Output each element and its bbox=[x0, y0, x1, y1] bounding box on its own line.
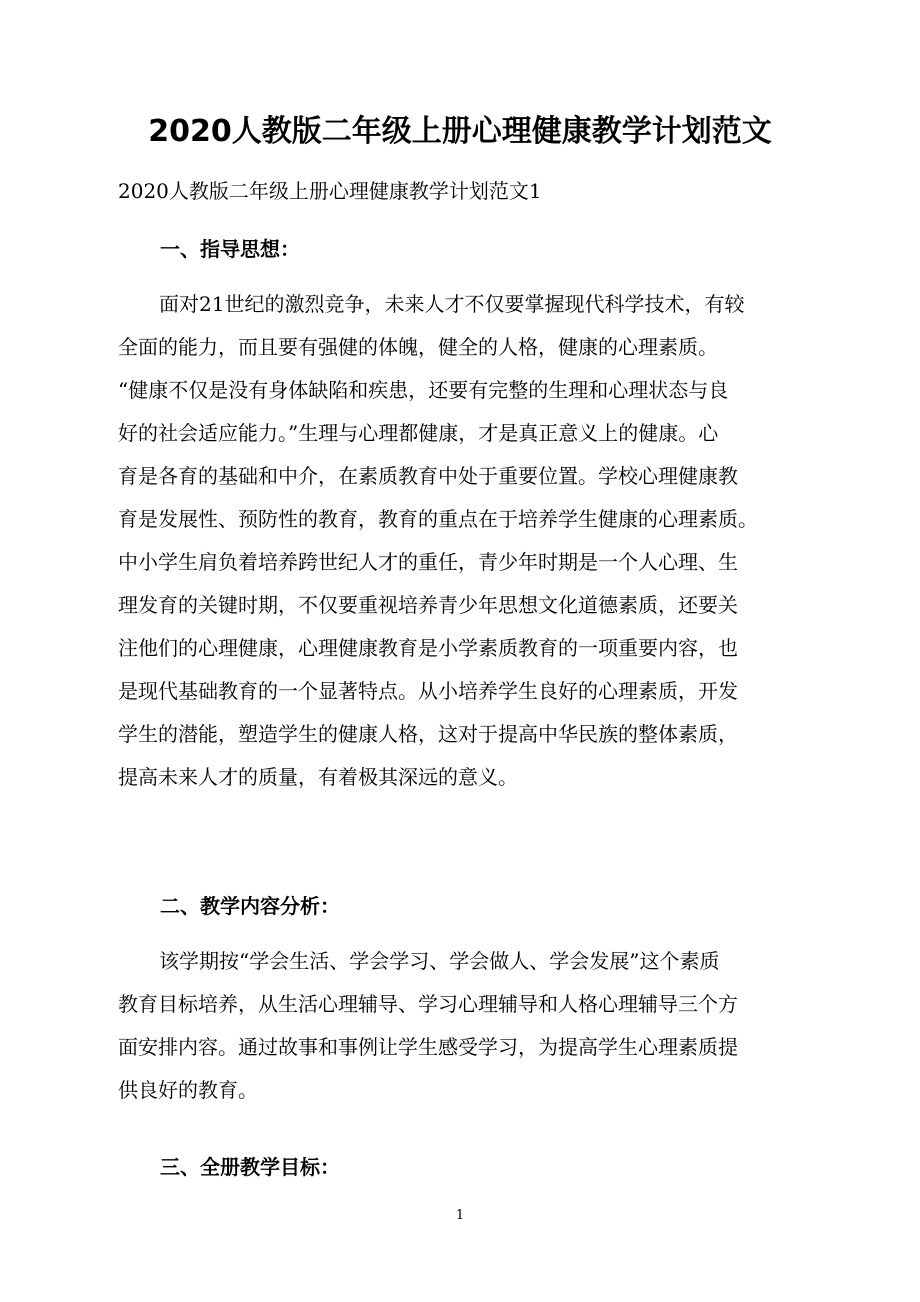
section-heading-content-analysis: 二、教学内容分析： bbox=[160, 894, 340, 918]
paragraph-line: “健康不仅是没有身体缺陷和疾患，还要有完整的生理和心理状态与良 bbox=[118, 378, 729, 402]
paragraph-line: 供良好的教育。 bbox=[118, 1078, 258, 1102]
paragraph-line: 理发育的关键时期，不仅要重视培养青少年思想文化道德素质，还要关 bbox=[118, 593, 738, 617]
paragraph-line: 教育目标培养，从生活心理辅导、学习心理辅导和人格心理辅导三个方 bbox=[118, 992, 738, 1016]
paragraph-line: 该学期按“学会生活、学会学习、学会做人、学会发展”这个素质 bbox=[159, 949, 720, 973]
paragraph-line: 全面的能力，而且要有强健的体魄，健全的人格，健康的心理素质。 bbox=[118, 335, 718, 359]
paragraph-line: 育是各育的基础和中介，在素质教育中处于重要位置。学校心理健康教 bbox=[118, 464, 738, 488]
paragraph-line: 育是发展性、预防性的教育，教育的重点在于培养学生健康的心理素质。 bbox=[118, 507, 758, 531]
document-subtitle: 2020人教版二年级上册心理健康教学计划范文1 bbox=[118, 179, 542, 203]
document-title: 2020人教版二年级上册心理健康教学计划范文 bbox=[148, 114, 772, 149]
paragraph-line: 是现代基础教育的一个显著特点。从小培养学生良好的心理素质，开发 bbox=[118, 679, 738, 703]
paragraph-content-analysis bbox=[118, 940, 808, 1112]
paragraph-line: 注他们的心理健康，心理健康教育是小学素质教育的一项重要内容，也 bbox=[118, 636, 738, 660]
paragraph-line: 提高未来人才的质量，有着极其深远的意义。 bbox=[118, 765, 518, 789]
paragraph-line: 学生的潜能，塑造学生的健康人格，这对于提高中华民族的整体素质， bbox=[118, 722, 738, 746]
paragraph-line: 好的社会适应能力。”生理与心理都健康，才是真正意义上的健康。心 bbox=[118, 421, 719, 445]
paragraph-guiding-ideology bbox=[118, 283, 808, 799]
paragraph-line: 中小学生肩负着培养跨世纪人才的重任，青少年时期是一个人心理、生 bbox=[118, 550, 738, 574]
paragraph-line: 面对21世纪的激烈竞争，未来人才不仅要掌握现代科学技术，有较 bbox=[159, 292, 745, 316]
paragraph-line: 面安排内容。通过故事和事例让学生感受学习，为提高学生心理素质提 bbox=[118, 1035, 738, 1059]
section-heading-guiding-ideology: 一、指导思想： bbox=[160, 237, 300, 261]
page-number: 1 bbox=[455, 1208, 465, 1223]
section-heading-teaching-goals: 三、全册教学目标： bbox=[160, 1155, 340, 1179]
